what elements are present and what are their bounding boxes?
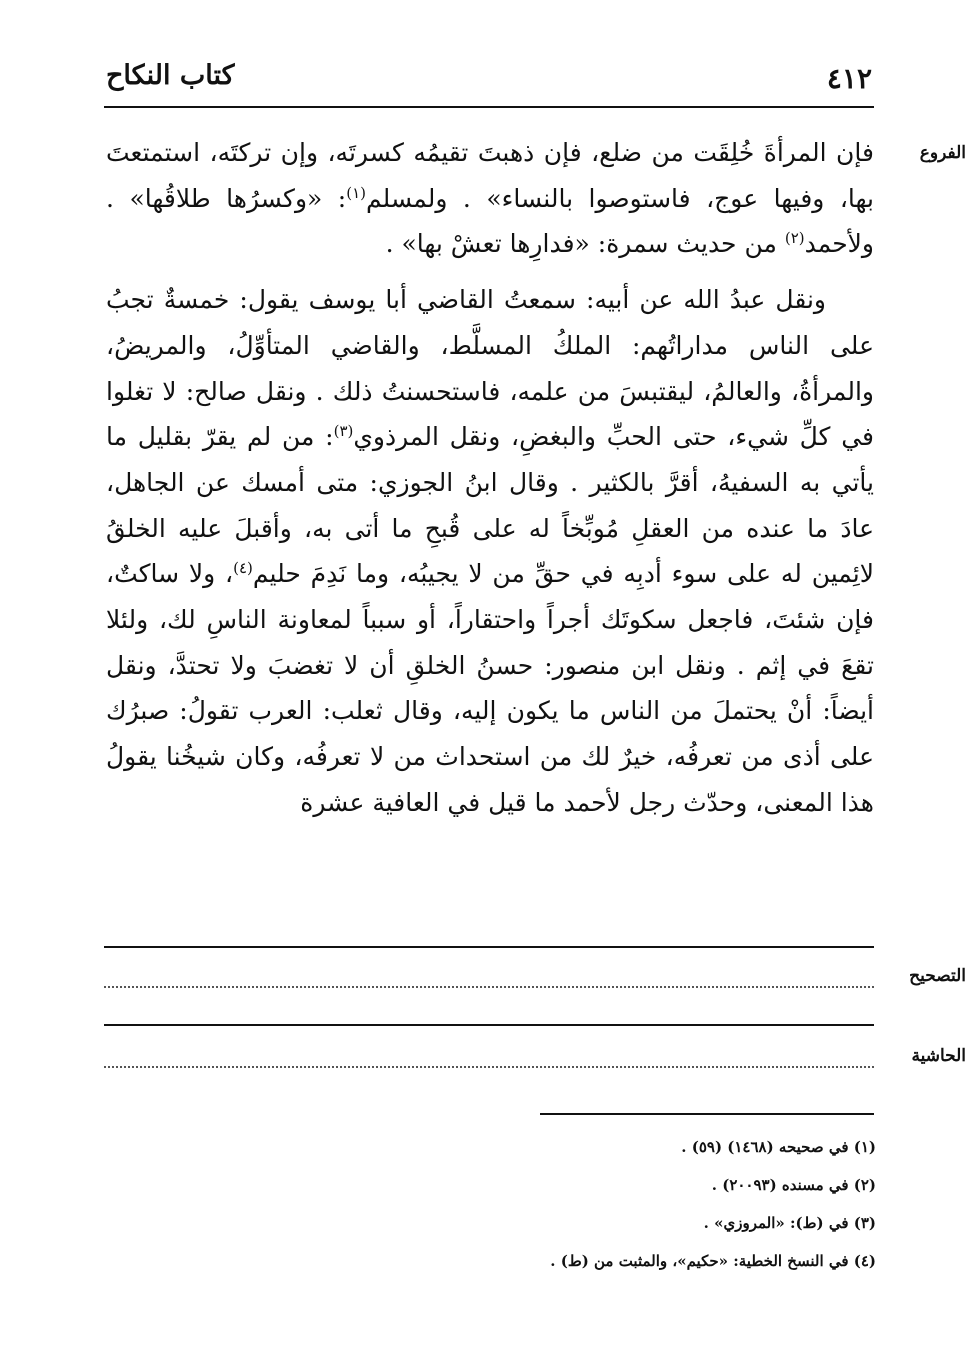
margin-label-correction: التصحيح <box>909 966 966 986</box>
paragraph-1 <box>106 130 874 267</box>
paragraph-2-text-1: ونقل عبدُ الله عن أبيه: سمعتُ القاضي أبا يوسف يقول: خمسةٌ تجبُ على الناس مداراتُهم: الملكُ المسلَّط، والقاضي المتأوِّلُ، والمريضُ، والمرأةُ، والعالمُ، ليقتبسَ من علمه، فاستحسنتُ ذلك . ونقل صالح: لا تغلوا في كلِّ شيء، حتى الحبِّ والبغضِ، ونقل المرذوي <box>106 285 874 452</box>
footnotes <box>106 1128 876 1280</box>
margin-label-annotation: الحاشية <box>911 1046 966 1066</box>
margin-label-section: الفروع <box>919 143 966 163</box>
paragraph-2-text-3: ، ولا ساكتٌ، فإن شئتَ، فاجعل سكوتَك أجراً واحتقاراً، أو سبباً لمعاونة الناسِ لك، ولئلا تقعَ في إثم . ونقل ابن منصور: حسنُ الخلقِ أن لا تغضبَ ولا تحتدَّ، ونقل أيضاً: أنْ يحتملَ من الناس ما يكون إليه، وقال ثعلب: العرب تقولُ: صبرُك على أذى من تعرفُه، خيرٌ لك من استحداث من لا تعرفُه، وكان شيخُنا يقولُ هذا المعنى، وحدّث رجل لأحمد ما قيل في العافية عشرة <box>106 559 874 817</box>
paragraph-1-text-1: فإن المرأةَ خُلِقَت من ضلع، فإن ذهبتَ تقيمُه كسرتَه، وإن تركتَه، استمتعتَ بها، وفيها عوج، فاستوصوا بالنساء» . ولمسلم <box>106 138 875 213</box>
header-rule <box>104 106 874 108</box>
correction-top-rule <box>104 946 874 948</box>
annotation-dotted-line <box>104 1066 874 1068</box>
paragraph-1-text-3: من حديث سمرة: «فدارِها تعشْ بها» . <box>385 229 785 259</box>
correction-dotted-line <box>104 986 874 988</box>
main-text <box>106 130 874 826</box>
running-title: كتاب النكاح <box>106 60 235 91</box>
paragraph-1-text-2: : «وكسرُها طلاقُها» . ولأحمد <box>106 183 874 259</box>
footnote-ref-3: (٣) <box>333 422 354 441</box>
annotation-top-rule <box>104 1024 874 1026</box>
footnote-ref-1: (١) <box>346 183 367 202</box>
paragraph-2-text-2: : من لم يقرّ بقليل ما يأتي به السفيهُ، أقرَّ بالكثير . وقال ابنُ الجوزي: متى أمسك عن الجاهل، عادَ ما عنده من العقلِ مُوبِّخاً له على قُبحِ ما أتى به، وأقبلَ عليه الخلقُ لائِمين له على سوء أدبِه في حقِّ من لا يجيبُه، وما نَدِمَ حليم <box>106 422 874 589</box>
footnote-rule <box>540 1113 874 1115</box>
footnote-ref-2: (٢) <box>784 229 805 248</box>
footnote-1: (١) في صحيحه (١٤٦٨) (٥٩) . <box>681 1138 876 1156</box>
footnote-3: (٣) في (ط): «المروزي» . <box>703 1214 876 1232</box>
page-number: ٤١٢ <box>826 62 872 95</box>
paragraph-2 <box>106 277 874 825</box>
footnote-ref-4: (٤) <box>233 559 253 578</box>
footnote-2: (٢) في مسنده (٢٠٠٩٣) . <box>711 1176 876 1194</box>
footnote-4: (٤) في النسخ الخطية: «حكيم»، والمثبت من (ط) . <box>550 1252 876 1270</box>
